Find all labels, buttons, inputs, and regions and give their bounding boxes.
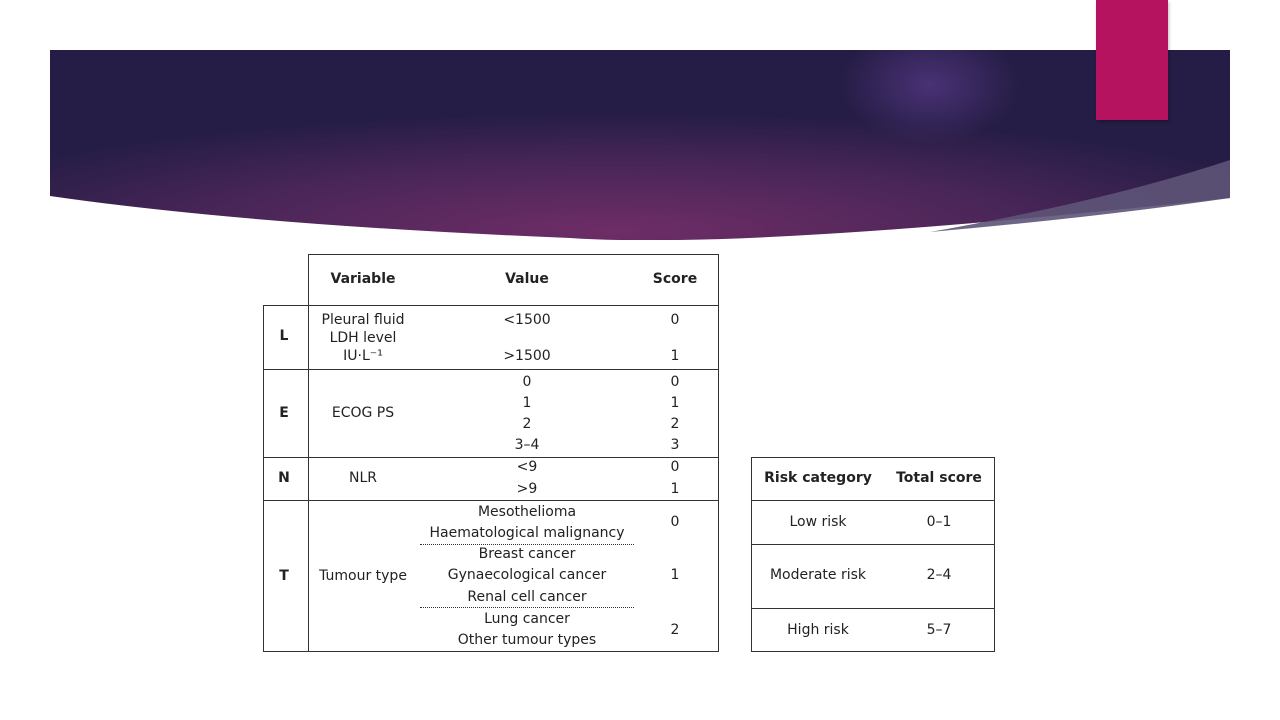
header-variable: Variable: [330, 271, 396, 287]
risk-category-cell: High risk: [787, 622, 849, 638]
header-banner: [50, 50, 1230, 240]
value-cell: Renal cell cancer: [467, 589, 587, 605]
variable-nlr: NLR: [349, 470, 377, 486]
variable-ecog: ECOG PS: [331, 405, 395, 421]
row-letter-n: N: [278, 470, 290, 486]
value-cell: <1500: [503, 312, 551, 328]
header-risk-category: Risk category: [764, 470, 872, 486]
row-letter-t: T: [279, 568, 289, 584]
value-cell: >9: [516, 481, 538, 497]
score-cell: 0: [670, 514, 680, 530]
value-cell: Haematological malignancy: [429, 525, 625, 541]
variable-ldh-line2: LDH level: [329, 330, 397, 346]
value-cell: 2: [522, 416, 532, 432]
value-cell: <9: [516, 459, 538, 475]
variable-ldh-line1: Pleural fluid: [321, 312, 405, 328]
header-total-score: Total score: [896, 470, 982, 486]
score-cell: 2: [670, 622, 680, 638]
value-cell: >1500: [503, 348, 551, 364]
value-cell: Gynaecological cancer: [447, 567, 607, 583]
risk-category-cell: Low risk: [789, 514, 847, 530]
score-cell: 1: [670, 481, 680, 497]
value-cell: Other tumour types: [457, 632, 597, 648]
variable-tumour-type: Tumour type: [319, 568, 407, 584]
total-score-cell: 0–1: [926, 514, 952, 530]
value-cell: Lung cancer: [484, 611, 570, 627]
score-cell: 1: [670, 348, 680, 364]
value-cell: 1: [522, 395, 532, 411]
value-cell: 3–4: [514, 437, 540, 453]
risk-category-cell: Moderate risk: [769, 567, 867, 583]
header-value: Value: [505, 271, 549, 287]
variable-ldh-line3: IU·L⁻¹: [343, 348, 383, 364]
value-cell: 0: [522, 374, 532, 390]
value-cell: Breast cancer: [478, 546, 576, 562]
value-cell: Mesothelioma: [477, 504, 577, 520]
accent-tab: [1096, 0, 1168, 120]
total-score-cell: 5–7: [926, 622, 952, 638]
total-score-cell: 2–4: [926, 567, 952, 583]
score-cell: 0: [670, 459, 680, 475]
row-letter-l: L: [279, 328, 289, 344]
score-cell: 1: [670, 395, 680, 411]
row-letter-e: E: [279, 405, 289, 421]
score-cell: 3: [670, 437, 680, 453]
score-cell: 1: [670, 567, 680, 583]
header-score: Score: [652, 271, 698, 287]
score-cell: 0: [670, 374, 680, 390]
score-cell: 2: [670, 416, 680, 432]
score-cell: 0: [670, 312, 680, 328]
